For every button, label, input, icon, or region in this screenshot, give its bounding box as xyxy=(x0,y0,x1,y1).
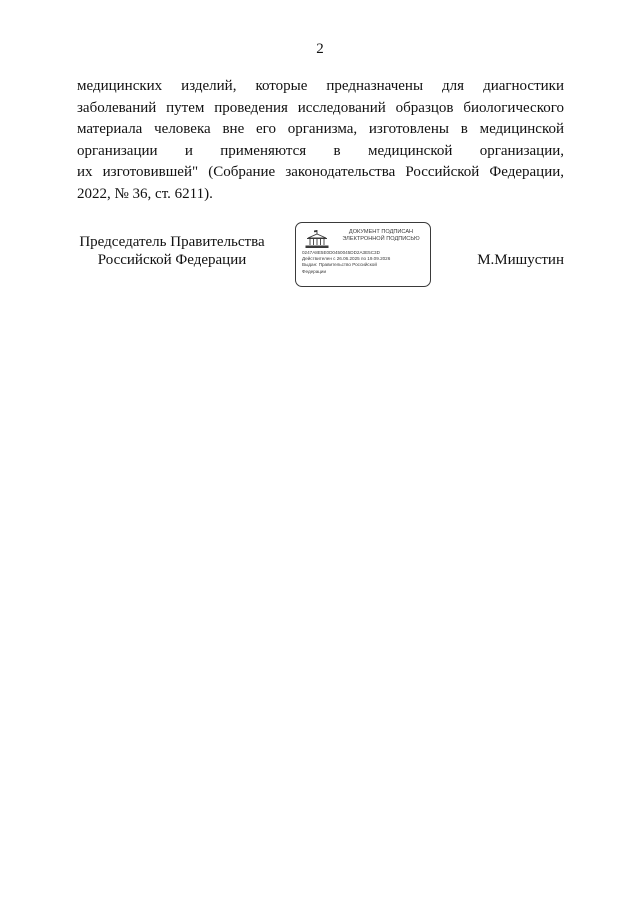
body-line: их изготовившей" (Собрание законодательства Российской Федерации, xyxy=(77,164,564,181)
stamp-header-line: ЭЛЕКТРОННОЙ ПОДПИСЬЮ xyxy=(342,236,420,242)
stamp-validity: Действителен с 26.06.2025 по 19.09.2026 xyxy=(302,256,391,262)
stamp-header-line: ДОКУМЕНТ ПОДПИСАН xyxy=(348,229,414,235)
body-line: организации и применяются в медицинской организации, xyxy=(77,142,564,159)
signer-title-line: Российской Федерации xyxy=(97,252,247,268)
electronic-signature-stamp xyxy=(295,222,431,287)
stamp-issued-to: Выдан: Правительство Российской xyxy=(302,262,377,268)
stamp-certificate: 0247A8E5E0D0450045DD2A3E5C3D xyxy=(302,250,380,255)
signer-title-line: Председатель Правительства xyxy=(79,234,265,250)
body-line: материала человека вне его организма, изготовлены в медицинской xyxy=(77,121,564,138)
body-line: заболеваний путем проведения исследований образцов биологического xyxy=(77,99,564,116)
page-number: 2 xyxy=(316,41,324,57)
body-line: 2022, № 36, ст. 6211). xyxy=(77,185,213,202)
signer-title xyxy=(77,233,267,269)
stamp-issued-to-cont: Федерации xyxy=(302,268,327,274)
signer-name: М.Мишустин xyxy=(477,252,564,268)
stamp-details xyxy=(302,250,428,275)
body-paragraph xyxy=(77,76,564,206)
body-line: медицинских изделий, которые предназначены для диагностики xyxy=(77,78,564,94)
stamp-header xyxy=(334,229,428,243)
government-building-icon xyxy=(304,229,330,249)
